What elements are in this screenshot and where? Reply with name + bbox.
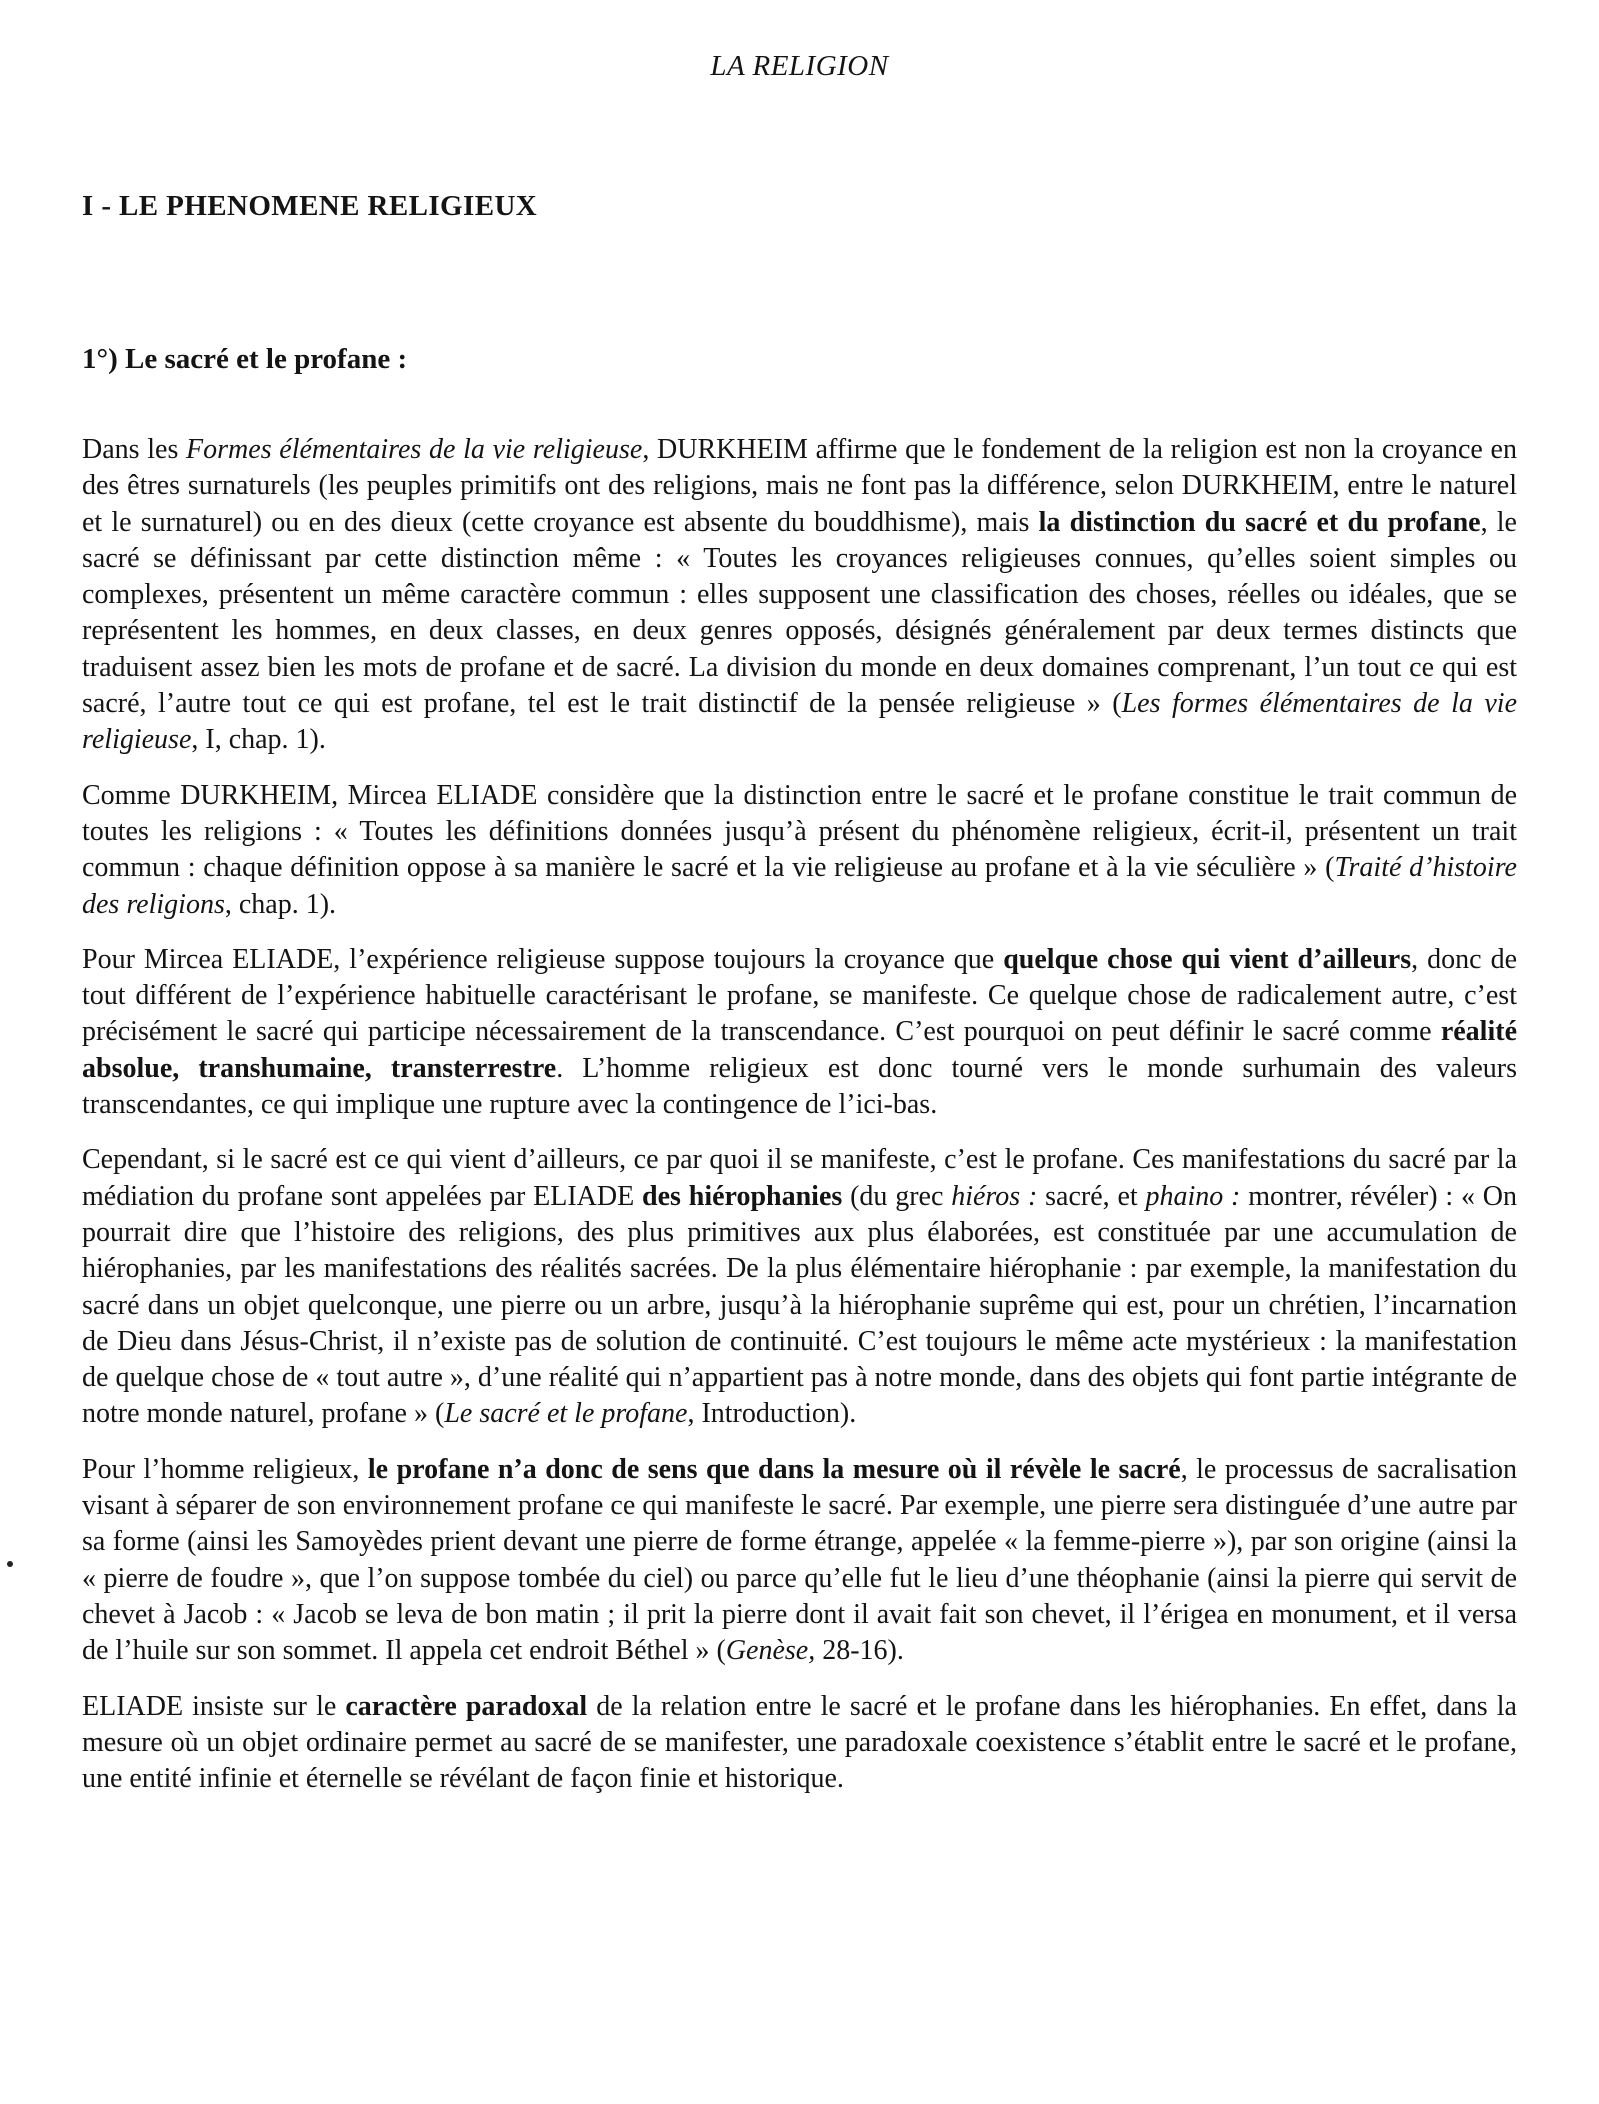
bold-text: caractère paradoxal <box>345 1690 588 1722</box>
text-run: (du grec <box>842 1180 952 1212</box>
bold-text: des hiérophanies <box>642 1180 843 1212</box>
text-run: montrer, révéler) : « On pourrait dire que l’histoire des religions, des plus primitives aux plus élaborées, est constituée par une accumulation de hiérophanies, par les manifestations des réalités sacrées. De la plus élémentaire hiérophanie : par exemple, la manifestation du sacré dans un objet quelconque, une pierre ou un arbre, jusqu’à la hiérophanie suprême qui est, pour un chrétien, l’incarnation de Dieu dans Jésus-Christ, il n’existe pas de solution de continuité. C’est toujours le même acte mystérieux : la manifestation de quelque chose de « tout autre », d’une réalité qui n’appartient pas à notre monde, dans des objets qui font partie intégrante de notre monde naturel, profane » ( <box>82 1180 1517 1430</box>
italic-text: phaino : <box>1145 1180 1241 1212</box>
text-run: , Introduction). <box>687 1398 857 1430</box>
body-text <box>82 432 1517 1797</box>
text-run: Comme DURKHEIM, Mircea ELIADE considère que la distinction entre le sacré et le profane constitue le trait commun de toutes les religions : « Toutes les définitions données jusqu’à présent du phénomène religieux, écrit-il, présentent un trait commun : chaque définition oppose à sa manière le sacré et la vie religieuse au profane et à la vie séculière » ( <box>82 779 1517 884</box>
margin-mark <box>7 1561 13 1567</box>
paragraph <box>82 942 1517 1123</box>
text-run: , le processus de sacralisation visant à séparer de son environnement profane ce qui manifeste le sacré. Par exemple, une pierre sera distinguée d’une autre par sa forme (ainsi les Samoyèdes prient devant une pierre de forme étrange, appelée « la femme-pierre »), par son origine (ainsi la « pierre de foudre », que l’on suppose tombée du ciel) ou parce qu’elle fut le lieu d’une théophanie (ainsi la pierre qui servit de chevet à Jacob : « Jacob se leva de bon matin ; il prit la pierre dont il avait fait son chevet, il l’érigea en monument, et il versa de l’huile sur son sommet. Il appela cet endroit Béthel » ( <box>82 1453 1517 1667</box>
text-run: sacré, et <box>1037 1180 1146 1212</box>
section-title: I - LE PHENOMENE RELIGIEUX <box>82 190 538 222</box>
text-run: Pour Mircea ELIADE, l’expérience religieuse suppose toujours la croyance que <box>82 943 1004 975</box>
italic-text: hiéros : <box>951 1180 1038 1212</box>
paragraph <box>82 1142 1517 1432</box>
text-run: Pour l’homme religieux, <box>82 1453 368 1485</box>
text-run: , donc de tout différent de l’expérience habituelle caractérisant le profane, se manifeste. Ce quelque chose de radicalement autre, c’est précisément le sacré qui participe nécessairement de la transcendance. C’est pourquoi on peut définir le sacré comme <box>82 943 1518 1048</box>
text-run: , chap. 1). <box>224 888 337 920</box>
bold-text: quelque chose qui vient d’ailleurs <box>1003 943 1412 975</box>
italic-text: Les formes élémentaires de la vie religieuse <box>82 688 1518 756</box>
bold-text: réalité absolue, transhumaine, transterrestre <box>82 1016 1517 1084</box>
section-subtitle: 1°) Le sacré et le profane : <box>82 343 408 375</box>
text-run: 28-16). <box>815 1635 904 1667</box>
italic-text: Formes élémentaires de la vie religieuse <box>186 434 643 465</box>
paragraph <box>82 1452 1517 1670</box>
italic-text: Genèse, <box>725 1635 816 1667</box>
text-run: de la relation entre le sacré et le profane dans les hiérophanies. En effet, dans la mesure où un objet ordinaire permet au sacré de se manifester, une paradoxale coexistence s’établit entre le sacré et le profane, une entité infinie et éternelle se révélant de façon finie et historique. <box>82 1690 1517 1795</box>
text-run: , le sacré se définissant par cette distinction même : « Toutes les croyances religieuses connues, qu’elles soient simples ou complexes, présentent un même caractère commun : elles supposent une classification des choses, réelles ou idéales, que se représentent les hommes, en deux classes, en deux genres opposés, désignés généralement par deux termes distincts que traduisent assez bien les mots de profane et de sacré. La division du monde en deux domaines comprenant, l’un tout ce qui est sacré, l’autre tout ce qui est profane, tel est le trait distinctif de la pensée religieuse » ( <box>82 506 1517 720</box>
italic-text: Le sacré et le profane <box>444 1398 688 1430</box>
text-run: Cependant, si le sacré est ce qui vient d’ailleurs, ce par quoi il se manifeste, c’est le profane. Ces manifestations du sacré par la médiation du profane sont appelées par ELIADE <box>82 1144 1517 1212</box>
italic-text: Traité d’histoire des religions <box>82 852 1517 920</box>
text-run: , DURKHEIM affirme que le fondement de la religion est non la croyance en des êtres surnaturels (les peuples primitifs ont des religions, mais ne font pas la différence, selon DURKHEIM, entre le naturel et le surnaturel) ou en des dieux (cette croyance est absente du bouddhisme), mais <box>82 434 1517 538</box>
paragraph <box>82 432 1517 759</box>
running-title: LA RELIGION <box>710 50 889 82</box>
text-run: Dans les <box>82 434 187 465</box>
bold-text: la distinction du sacré et du profane <box>1038 506 1481 538</box>
text-run: . L’homme religieux est donc tourné vers le monde surhumain des valeurs transcendantes, ce qui implique une rupture avec la contingence de l’ici-bas. <box>82 1052 1517 1121</box>
text-run: , I, chap. 1). <box>191 724 326 756</box>
paragraph <box>82 778 1517 923</box>
bold-text: le profane n’a donc de sens que dans la mesure où il révèle le sacré <box>367 1453 1181 1485</box>
paragraph <box>82 1689 1517 1798</box>
text-run: ELIADE insiste sur le <box>82 1690 346 1722</box>
